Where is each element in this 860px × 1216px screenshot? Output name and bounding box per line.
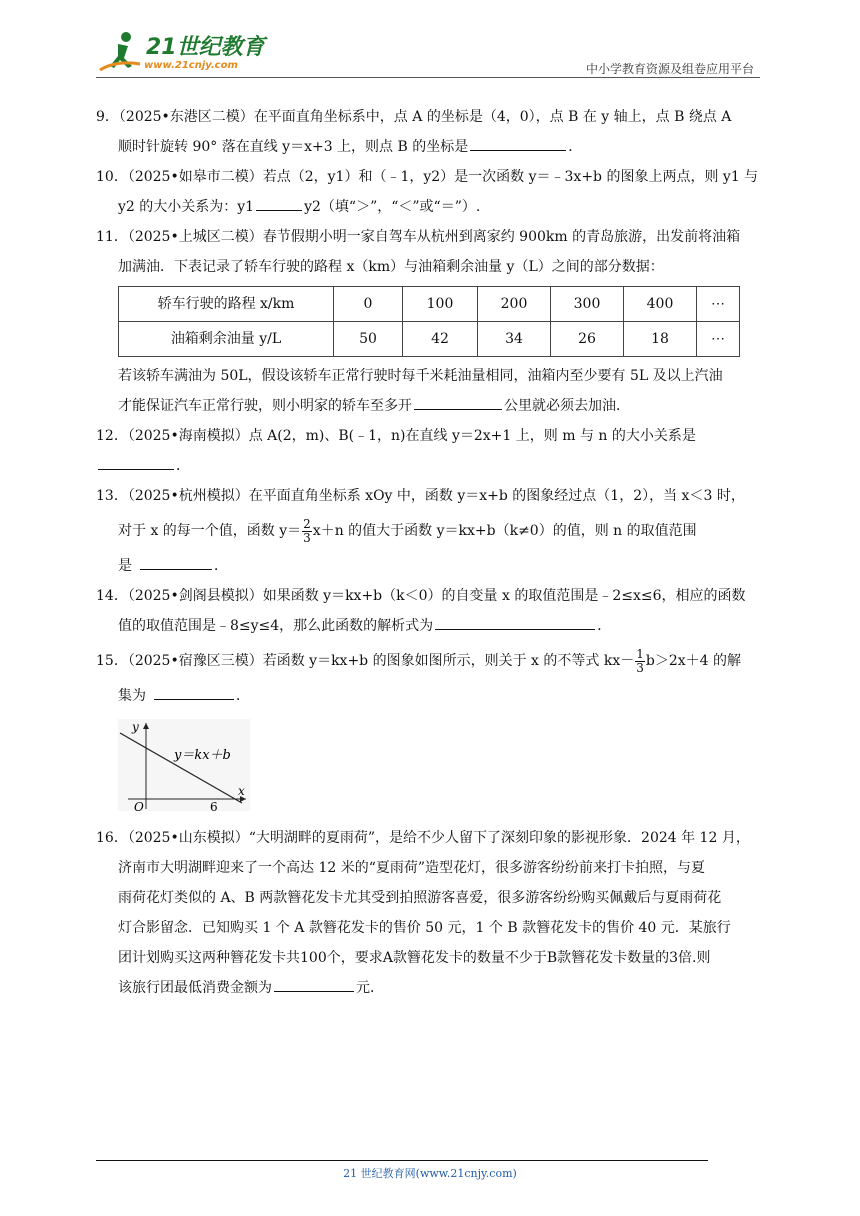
origin-label: O xyxy=(134,800,144,811)
punctuation: ． xyxy=(597,618,612,634)
question-text: b＞2x＋4 的解 xyxy=(645,653,741,669)
question-source: （2025•上城区二模） xyxy=(127,229,263,245)
table-cell: 100 xyxy=(403,287,478,322)
question-text: 公里就必须去加油． xyxy=(504,398,630,414)
table-cell: 26 xyxy=(551,322,624,357)
question-text: 如果函数 y＝kx+b（k＜0）的自变量 x 的取值范围是﹣2≤x≤6，相应的函数 xyxy=(262,588,746,604)
table-cell: 50 xyxy=(334,322,403,357)
fraction-denominator: 3 xyxy=(303,530,311,545)
answer-blank[interactable] xyxy=(98,451,174,470)
punctuation: ． xyxy=(568,139,583,155)
question-source: （2025•海南模拟） xyxy=(127,428,249,444)
footer-divider xyxy=(96,1160,708,1161)
question-text: 顺时针旋转 90° 落在直线 y＝x+3 上，则点 B 的坐标是 xyxy=(118,139,469,155)
function-label: y＝kx＋b xyxy=(174,748,231,763)
page-footer[interactable]: 21 世纪教育网(www.21cnjy.com) xyxy=(343,1167,517,1180)
question-14 xyxy=(96,581,764,641)
question-text: 在平面直角坐标系中，点 A 的坐标是（4，0），点 B 在 y 轴上，点 B 绕点 A xyxy=(253,109,732,125)
question-text: “大明湖畔的夏雨荷”，是给不少人留下了深刻印象的影视形象．2024 年 12 月， xyxy=(248,830,750,846)
question-source: （2025•杭州模拟） xyxy=(127,488,249,504)
table-cell: 200 xyxy=(478,287,551,322)
answer-blank[interactable] xyxy=(470,132,566,151)
question-text: 集为 xyxy=(118,688,146,704)
question-text: 灯合影留念．已知购买 1 个 A 款簪花发卡的售价 50 元，1 个 B 款簪花发卡的售价 40 元．某旅行 xyxy=(118,920,731,936)
table-cell: 0 xyxy=(334,287,403,322)
question-text: 春节假期小明一家自驾车从杭州到离家约 900km 的青岛旅游，出发前将油箱 xyxy=(262,229,741,245)
question-text: 是 xyxy=(118,558,132,574)
question-text: 济南市大明湖畔迎来了一个高达 12 米的“夏雨荷”造型花灯，很多游客纷纷前来打卡拍照，与夏 xyxy=(118,860,706,876)
runner-logo-icon xyxy=(96,30,144,74)
punctuation: ． xyxy=(176,458,190,474)
question-list xyxy=(96,102,764,1003)
y-axis-label: y xyxy=(132,720,139,734)
table-cell: 42 xyxy=(403,322,478,357)
table-cell: 300 xyxy=(551,287,624,322)
punctuation: ． xyxy=(214,558,228,574)
table-cell: 400 xyxy=(624,287,697,322)
question-text: 加满油．下表记录了轿车行驶的路程 x（km）与油箱剩余油量 y（L）之间的部分数据： xyxy=(118,259,664,275)
answer-blank[interactable] xyxy=(435,611,595,630)
table-cell: 油箱剩余油量 y/L xyxy=(119,322,334,357)
question-11 xyxy=(96,222,764,421)
header-divider xyxy=(96,77,760,78)
question-text: 点 A(2，m)、B(﹣1，n)在直线 y＝2x+1 上，则 m 与 n 的大小关系是 xyxy=(248,428,696,444)
function-graph xyxy=(118,719,250,811)
x-axis-label: x xyxy=(238,784,245,798)
logo-url: www.21cnjy.com xyxy=(144,60,238,71)
answer-blank[interactable] xyxy=(140,551,212,570)
fraction-numerator: 2 xyxy=(303,516,311,531)
page-header xyxy=(96,30,760,80)
question-15 xyxy=(96,641,764,811)
graph-svg xyxy=(118,719,250,811)
question-10 xyxy=(96,162,764,222)
table-cell: 18 xyxy=(624,322,697,357)
table-cell: ⋯ xyxy=(697,322,740,357)
question-16 xyxy=(96,823,764,1003)
question-number: 11． xyxy=(96,229,128,245)
question-text: y2 的大小关系为：y1 xyxy=(118,199,255,215)
question-source: （2025•山东模拟） xyxy=(127,830,249,846)
table-cell: 34 xyxy=(478,322,551,357)
question-source: （2025•如皋市二模） xyxy=(127,169,263,185)
answer-blank[interactable] xyxy=(414,391,502,410)
y-axis-arrow-icon xyxy=(143,723,149,729)
answer-blank[interactable] xyxy=(154,681,234,700)
table-row xyxy=(119,322,740,357)
question-text: 在平面直角坐标系 xOy 中，函数 y＝x+b 的图象经过点（1，2），当 x＜3 时， xyxy=(248,488,745,504)
fraction xyxy=(302,518,312,545)
punctuation: ． xyxy=(236,688,250,704)
function-line xyxy=(120,733,242,803)
question-text: 若点（2，y1）和（﹣1，y2）是一次函数 y＝﹣3x+b 的图象上两点，则 y1 与 xyxy=(262,169,759,185)
logo-text: 21世纪教育 xyxy=(146,35,265,60)
site-logo xyxy=(96,30,266,78)
question-source: （2025•剑阁县模拟） xyxy=(127,588,263,604)
question-13 xyxy=(96,481,764,581)
table-cell: ⋯ xyxy=(697,287,740,322)
question-text: 雨荷花灯类似的 A、B 两款簪花发卡尤其受到拍照游客喜爱，很多游客纷纷购买佩戴后与夏雨荷花 xyxy=(118,890,722,906)
question-9 xyxy=(96,102,764,162)
question-12 xyxy=(96,421,764,481)
question-text: 若该轿车满油为 50L，假设该轿车正常行驶时每千米耗油量相同，油箱内至少要有 5L 及以上汽油 xyxy=(118,368,723,384)
question-text: 值的取值范围是﹣8≤y≤4，那么此函数的解析式为 xyxy=(118,618,434,634)
question-number: 15． xyxy=(96,653,128,669)
question-text: y2（填“＞”，“＜”或“＝”）. xyxy=(304,199,481,215)
question-text: x＋n 的值大于函数 y＝kx+b（k≠0）的值，则 n 的取值范围 xyxy=(312,523,697,539)
question-number: 16． xyxy=(96,830,128,846)
table-row xyxy=(119,287,740,322)
table-cell: 轿车行驶的路程 x/km xyxy=(119,287,334,322)
question-number: 10． xyxy=(96,169,128,185)
question-number: 12． xyxy=(96,428,128,444)
data-table xyxy=(118,286,740,357)
answer-blank[interactable] xyxy=(274,973,354,992)
question-number: 13． xyxy=(96,488,128,504)
question-text: 对于 x 的每一个值，函数 y＝ xyxy=(118,523,302,539)
x-intercept-label: 6 xyxy=(210,800,218,811)
question-text: 才能保证汽车正常行驶，则小明家的轿车至多开 xyxy=(118,398,412,414)
question-source: （2025•宿豫区三模） xyxy=(127,653,263,669)
fraction-denominator: 3 xyxy=(636,660,644,675)
question-number: 9． xyxy=(96,109,119,125)
question-text: 若函数 y＝kx+b 的图象如图所示，则关于 x 的不等式 kx－ xyxy=(262,653,635,669)
question-number: 14． xyxy=(96,588,128,604)
question-text: 该旅行团最低消费金额为 xyxy=(118,980,272,996)
question-source: （2025•东港区二模） xyxy=(118,109,254,125)
fraction xyxy=(635,648,645,675)
fraction-numerator: 1 xyxy=(636,646,644,661)
platform-name: 中小学教育资源及组卷应用平台 xyxy=(585,62,754,76)
question-text: 元． xyxy=(356,980,384,996)
answer-blank[interactable] xyxy=(256,192,302,211)
question-text: 团计划购买这两种簪花发卡共100个，要求A款簪花发卡的数量不少于B款簪花发卡数量的3倍.则 xyxy=(118,950,711,966)
